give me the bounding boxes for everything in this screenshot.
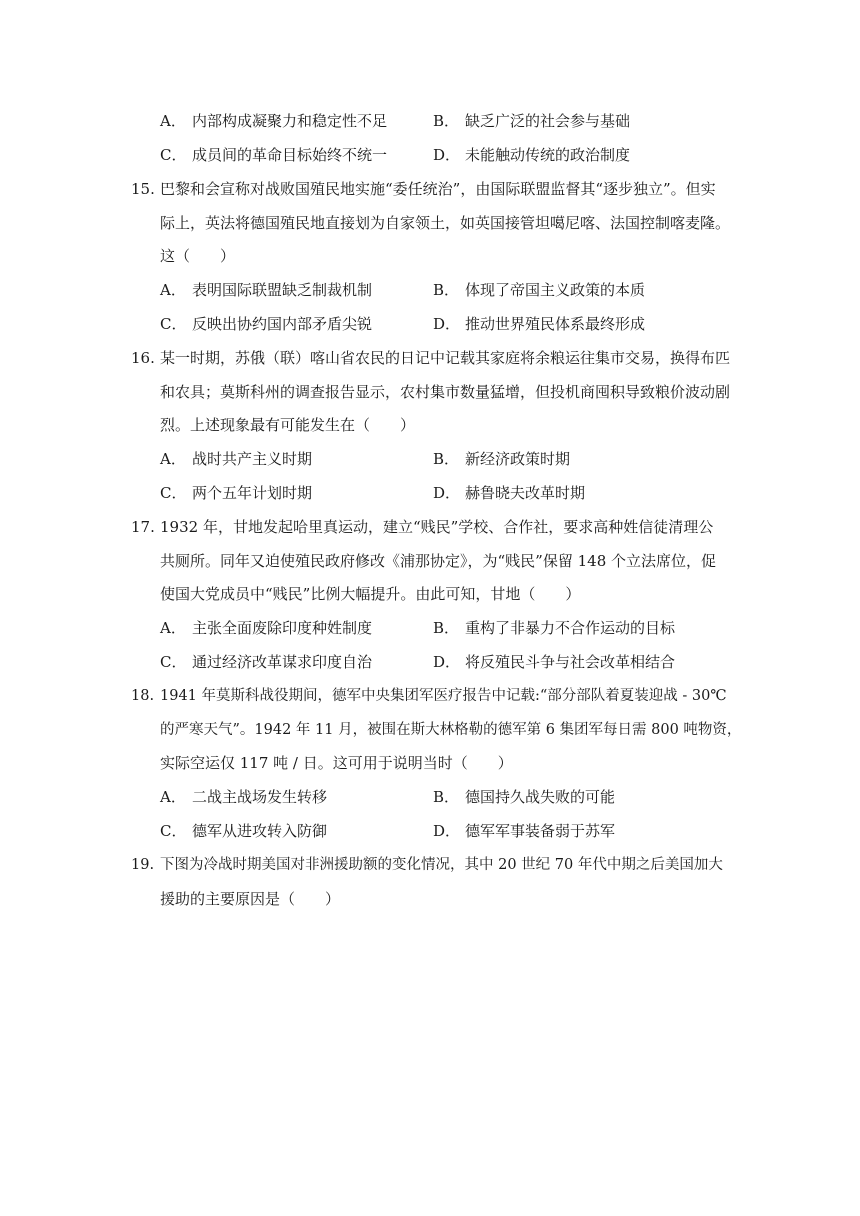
q16-options-row-1 (160, 447, 760, 471)
q14-options-row-1 (160, 109, 760, 133)
q16-stem-line-1: 16. 某一时期，苏俄（联）喀山省农民的日记中记载其家庭将余粮运往集市交易，换得布匹 (131, 346, 731, 370)
q17-option-b[interactable]: B． 重构了非暴力不合作运动的目标 (433, 619, 676, 637)
q17-options-row-1 (160, 616, 760, 640)
q18-stem-line-3: 实际空运仅 117 吨 / 日。这可用于说明当时（ ） (160, 754, 513, 772)
q15-number: 15. (131, 180, 155, 198)
q18-options-row-2 (160, 819, 760, 843)
q18-option-a[interactable]: A． 二战主战场发生转移 (160, 788, 328, 806)
q14-options-row-2 (160, 143, 760, 167)
q17-stem-line-3: 使国大党成员中“贱民”比例大幅提升。由此可知，甘地（ ） (160, 585, 581, 603)
q16-stem-line-3: 烈。上述现象最有可能发生在（ ） (160, 416, 416, 434)
q18-stem-line-2: 的严寒天气”。1942 年 11 月，被围在斯大林格勒的德军第 6 集团军每日需 800 吨物资， (160, 722, 742, 738)
q15-option-b[interactable]: B． 体现了帝国主义政策的本质 (433, 281, 646, 299)
q17-option-c[interactable]: C． 通过经济改革谋求印度自治 (160, 653, 373, 671)
q18-option-d[interactable]: D． 德军军事装备弱于苏军 (433, 822, 616, 840)
q17-number: 17. (131, 518, 155, 536)
q18-option-b[interactable]: B． 德国持久战失败的可能 (433, 788, 616, 806)
q16-option-a[interactable]: A． 战时共产主义时期 (160, 450, 313, 468)
q16-option-b[interactable]: B． 新经济政策时期 (433, 450, 571, 468)
q16-option-c[interactable]: C． 两个五年计划时期 (160, 484, 313, 502)
q18-stem-line-1: 18. 1941 年莫斯科战役期间，德军中央集团军医疗报告中记载:“部分部队着夏装迎战 - 30℃ (131, 684, 731, 708)
q17-stem-line-1: 17. 1932 年，甘地发起哈里真运动，建立“贱民”学校、合作社，要求高种姓信徒清理公 (131, 515, 731, 539)
q15-option-a[interactable]: A． 表明国际联盟缺乏制裁机制 (160, 281, 373, 299)
q16-number: 16. (131, 349, 155, 367)
q17-stem-line-2: 共厕所。同年又迫使殖民政府修改《浦那协定》，为“贱民”保留 148 个立法席位，促 (160, 552, 717, 570)
q19-number: 19. (131, 857, 155, 873)
q16-option-d[interactable]: D． 赫鲁晓夫改革时期 (433, 484, 586, 502)
q15-stem-line-2: 际上，英法将德国殖民地直接划为自家领土，如英国接管坦噶尼喀、法国控制喀麦隆。 (160, 214, 731, 232)
q19-stem-line-2: 援助的主要原因是（ ） (160, 890, 341, 908)
q14-option-c[interactable]: C． 成员间的革命目标始终不统一 (160, 146, 388, 164)
q18-number: 18. (131, 688, 155, 704)
q14-option-a[interactable]: A． 内部构成凝聚力和稳定性不足 (160, 112, 388, 130)
q16-options-row-2 (160, 481, 760, 505)
q17-options-row-2 (160, 650, 760, 674)
q18-options-row-1 (160, 785, 760, 809)
q18-option-c[interactable]: C． 德军从进攻转入防御 (160, 822, 328, 840)
q16-stem-line-2: 和农具；莫斯科州的调查报告显示，农村集市数量猛增，但投机商囤积导致粮价波动剧 (160, 383, 731, 401)
q17-option-a[interactable]: A． 主张全面废除印度种姓制度 (160, 619, 373, 637)
q15-options-row-1 (160, 278, 760, 302)
q15-options-row-2 (160, 312, 760, 336)
q14-option-d[interactable]: D． 未能触动传统的政治制度 (433, 146, 631, 164)
q19-stem-line-1: 19. 下图为冷战时期美国对非洲援助额的变化情况，其中 20 世纪 70 年代中期之后美国加大 (131, 853, 731, 877)
q15-stem-line-1: 15. 巴黎和会宣称对战败国殖民地实施“委任统治”，由国际联盟监督其“逐步独立”。但实 (131, 177, 731, 201)
q15-stem-line-3: 这（ ） (160, 247, 236, 265)
q15-option-d[interactable]: D． 推动世界殖民体系最终形成 (433, 315, 646, 333)
q15-option-c[interactable]: C． 反映出协约国内部矛盾尖锐 (160, 315, 373, 333)
q17-option-d[interactable]: D． 将反殖民斗争与社会改革相结合 (433, 653, 676, 671)
q14-option-b[interactable]: B． 缺乏广泛的社会参与基础 (433, 112, 631, 130)
